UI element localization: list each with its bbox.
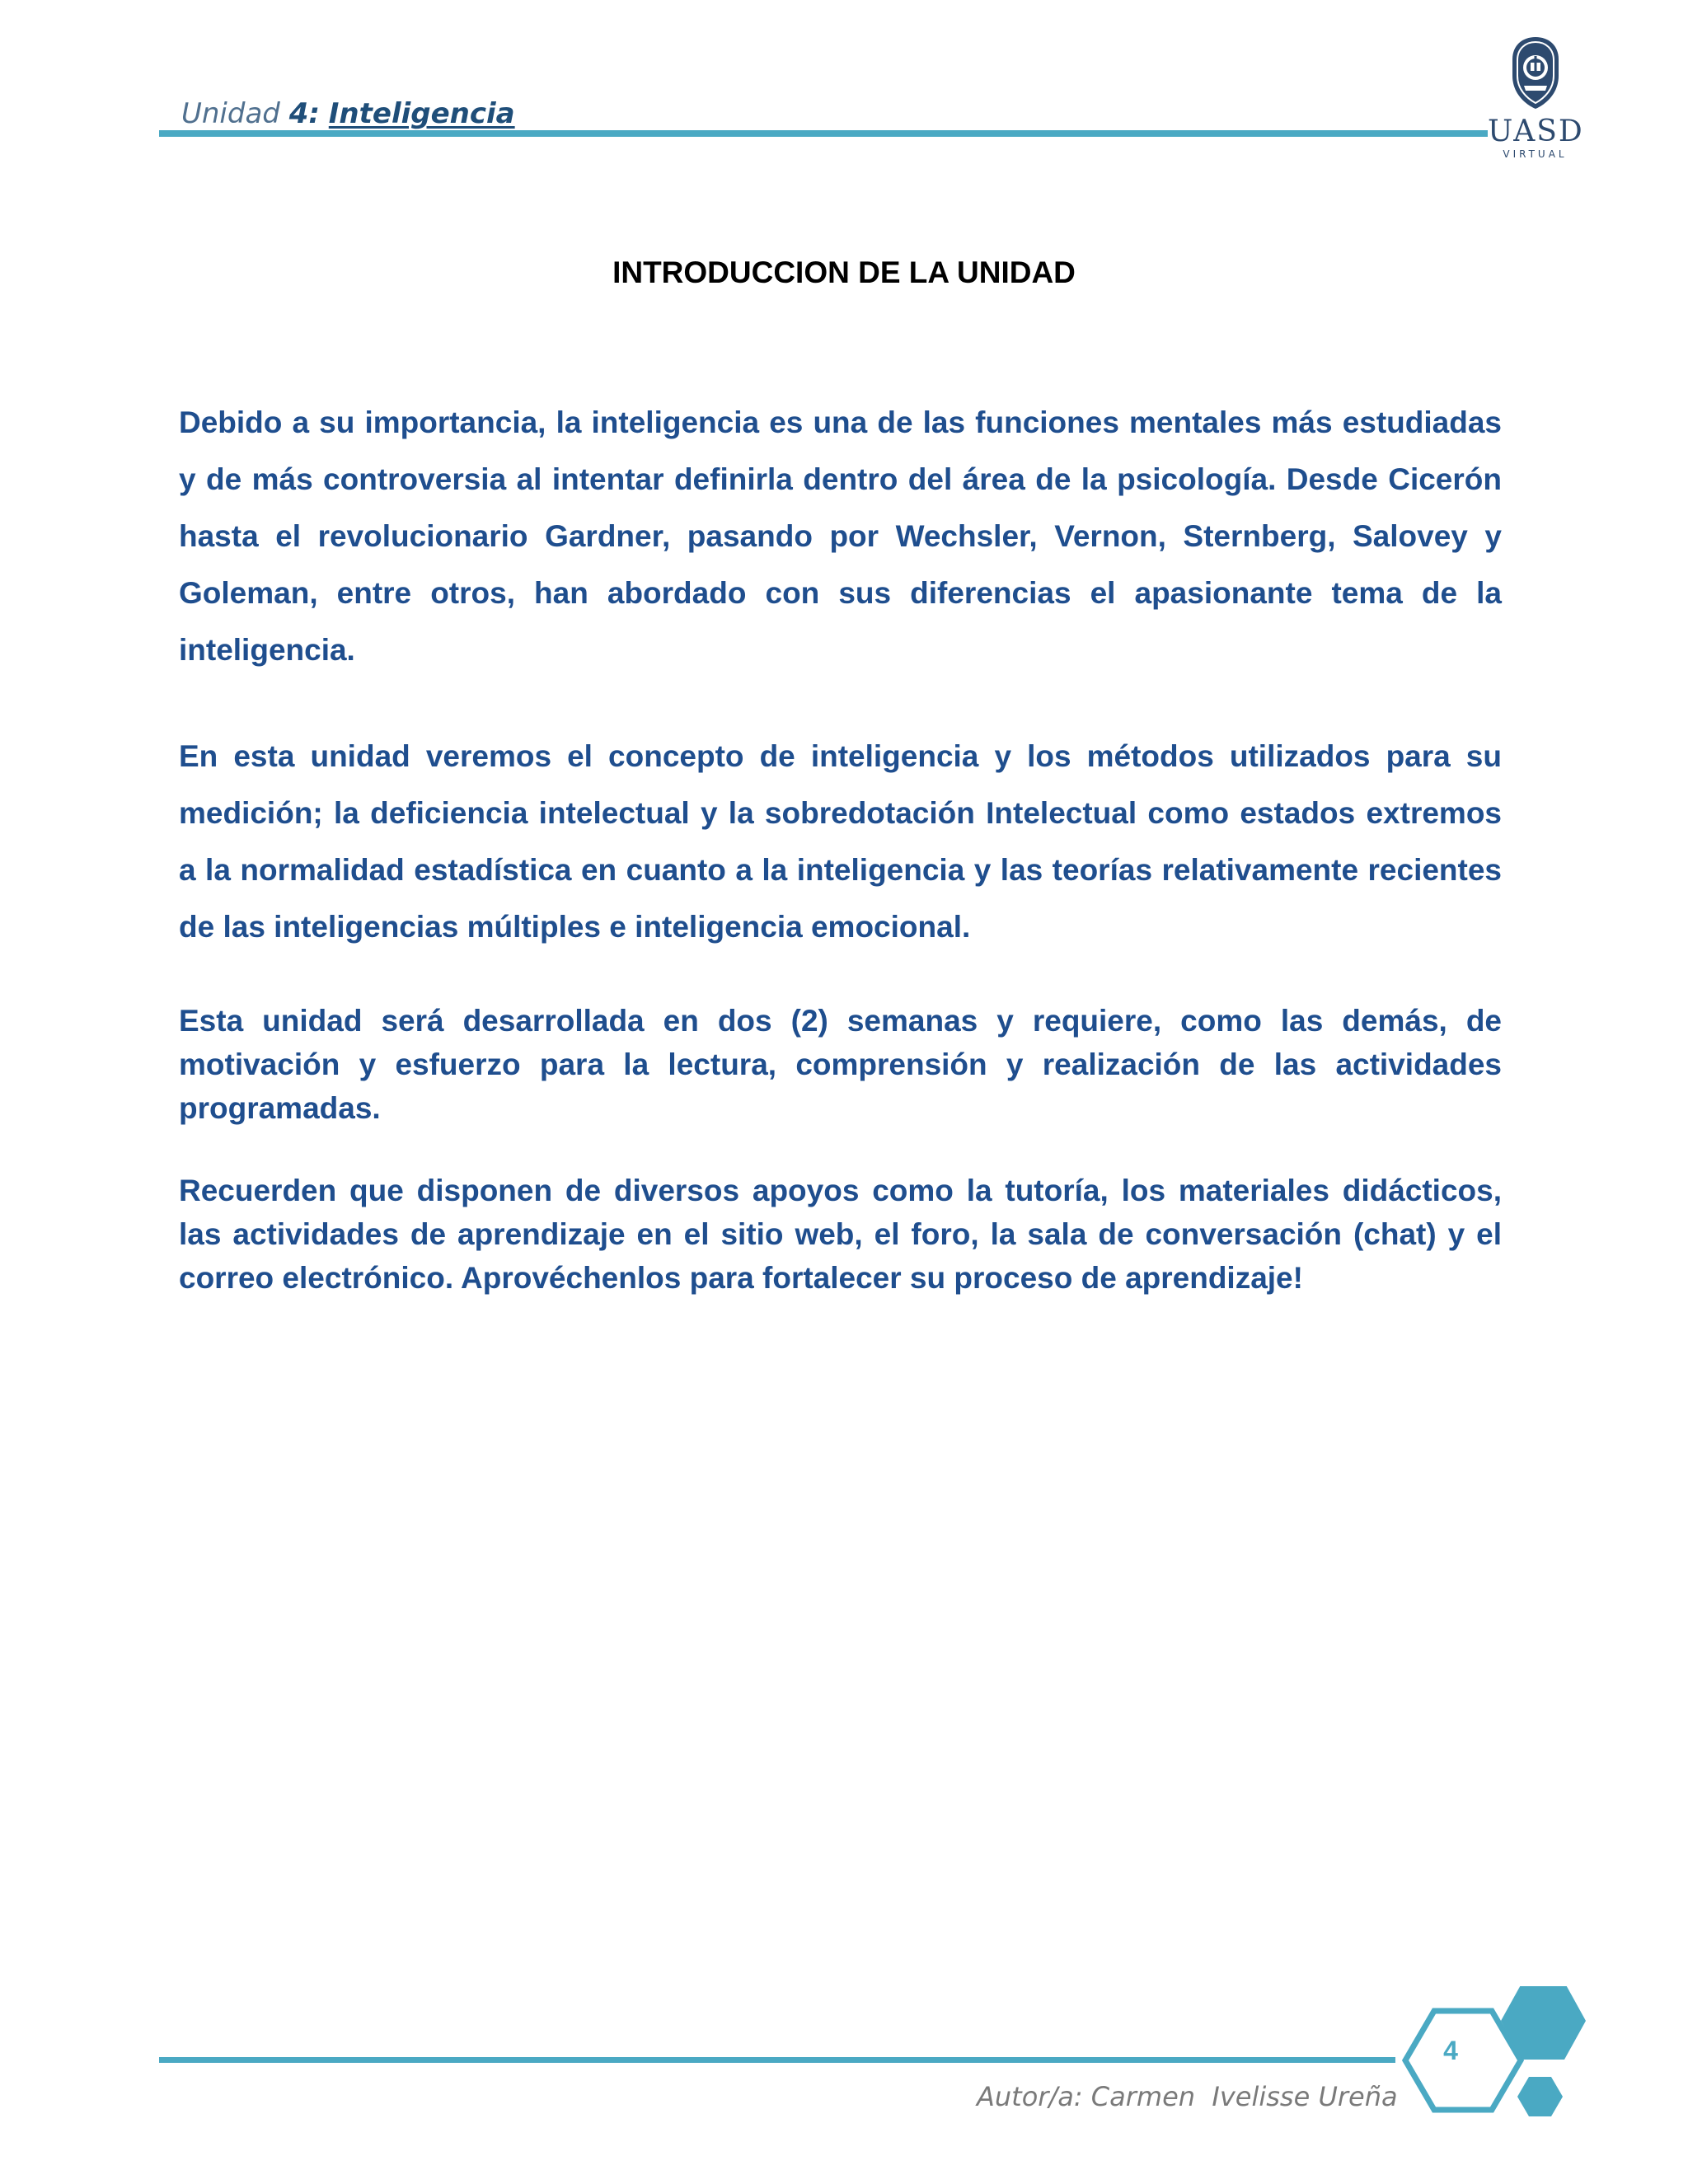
intro-paragraph-1: Debido a su importancia, la inteligencia es una de las funciones mentales más estudiadas y de más controversia al intentar definirla dentro del área de la psicología. Desde Cicerón hasta el revolucionario Gardner, pasando por Wechsler, Vernon, Sternberg, Salovey y Goleman, entre otros, han abordado con sus diferencias el apasionante tema de la inteligencia. — [179, 405, 1502, 667]
unit-number: 4: — [288, 97, 320, 130]
uasd-logo — [1488, 35, 1582, 166]
unit-label: Unidad — [181, 97, 280, 130]
university-seal-icon — [1509, 35, 1562, 110]
intro-paragraph-4: Recuerden que disponen de diversos apoyos como la tutoría, los materiales didácticos, las actividades de aprendizaje en el sitio web, el foro, la sala de conversación (chat) y el correo electrónico. Aprovéchenlos para fortalecer su proceso de aprendizaje! — [179, 1174, 1502, 1295]
unit-header — [181, 97, 515, 131]
intro-paragraph-3: Esta unidad será desarrollada en dos (2) semanas y requiere, como las demás, de motivación y esfuerzo para la lectura, comprensión y realización de las actividades programadas. — [179, 1004, 1502, 1125]
unit-topic: Inteligencia — [328, 97, 515, 130]
footer-divider — [159, 2057, 1395, 2063]
logo-subtext: VIRTUAL — [1503, 148, 1568, 160]
logo-text: UASD — [1488, 115, 1584, 148]
hexagon-decoration-icon — [1385, 1986, 1591, 2151]
page-number: 4 — [1443, 2036, 1458, 2065]
author-credit: Autor/a: Carmen Ivelisse Ureña — [977, 2081, 1398, 2112]
page-title: INTRODUCCION DE LA UNIDAD — [612, 255, 1076, 289]
intro-paragraph-2: En esta unidad veremos el concepto de inteligencia y los métodos utilizados para su medición; la deficiencia intelectual y la sobredotación Intelectual como estados extremos a la normalidad estadística en cuanto a la inteligencia y las teorías relativamente recientes de las inteligencias múltiples e inteligencia emocional. — [179, 739, 1502, 944]
header-divider — [159, 130, 1488, 137]
